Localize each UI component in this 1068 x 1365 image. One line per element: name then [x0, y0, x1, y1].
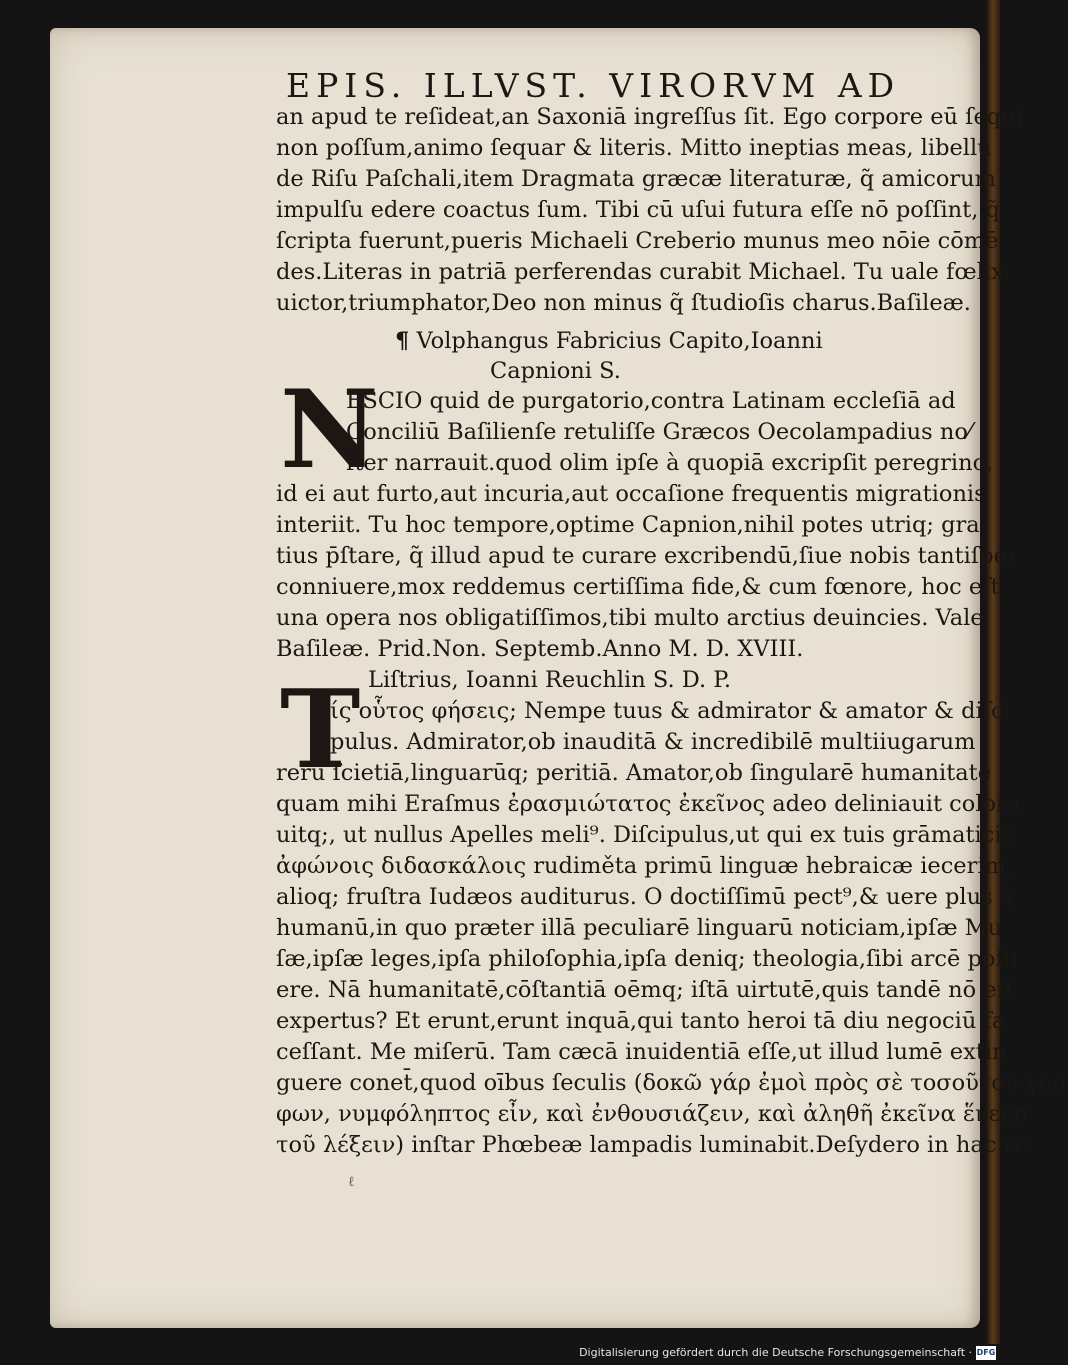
letter-heading	[395, 326, 823, 356]
text-line: alioq; fruſtra Iudæos auditurus. O doctiſſimū pect⁹,& uere plus q̃	[276, 884, 1015, 910]
text-line: uictor,triumphator,Deo non minus q̃ ſtudioſis charus.Baſileæ.	[276, 290, 971, 316]
text-line: tius p̄ſtare, q̃ illud apud te curare excribendū,ſiue nobis tantiſper	[276, 543, 1018, 569]
text-line: una opera nos obligatiſſimos,tibi multo arctius deuincies. Vale.	[276, 605, 991, 631]
text-line: ceſſant. Me miſerū. Tam cæcā inuidentiā eſſe,ut illud lumē extin	[276, 1039, 1007, 1065]
text-line: pulus. Admirator,ob inauditā & incredibilē multiiugarum	[330, 729, 976, 755]
text-line: rerū ſcietiā,linguarūq; peritiā. Amator,ob ſingularē humanitatē	[276, 760, 992, 786]
drop-cap-initial: T	[280, 667, 361, 793]
text-line: ίς οὗτος φήσεις; Nempe tuus & admirator & amator & diſci	[330, 698, 1011, 724]
text-line: ere. Nā humanitatē,cōſtantiā oēmq; iſtā uirtutē,quis tandē nō eſt	[276, 977, 1014, 1003]
text-line: non poſſum,animo ſequar & literis. Mitto ineptias meas, libellū	[276, 135, 992, 161]
text-line: ſæ,ipſæ leges,ipſa philoſophia,ipſa deniq; theologia,ſibi arcē poſu	[276, 946, 1019, 972]
footer-credit: Digitalisierung gefördert durch die Deutsche Forschungsgemeinschaft ·	[579, 1346, 972, 1359]
text-line: ſcripta fuerunt,pueris Michaeli Creberio munus meo nōie cōmē	[276, 228, 999, 254]
text-line: impulſu edere coactus ſum. Tibi cū uſui futura eſſe nō poſſint, q̃	[276, 197, 1000, 223]
text-line: uitq;, ut nullus Apelles meli⁹. Diſcipulus,ut qui ex tuis grāmaticis	[276, 822, 1014, 848]
drop-cap-initial: N	[280, 367, 379, 493]
pilcrow-mark: ¶	[395, 328, 410, 354]
text-line: Conciliū Baſilienſe retuliſſe Græcos Oecolampadius no⁄	[346, 419, 972, 445]
text-line: id ei aut furto,aut incuria,aut occaſione frequentis migrationis	[276, 481, 986, 507]
text-line: expertus? Et erunt,erunt inquā,qui tanto heroi tā diu negociū fa	[276, 1008, 1006, 1034]
book-page	[50, 28, 1068, 1328]
text-line: τοῦ λέξειν) inſtar Phœbeæ lampadis luminabit.Deſydero in hac re	[276, 1132, 1028, 1158]
text-line: guere conet̄,quod oībus ſeculis (δοκῶ γάρ ἐμοὶ πρὸς σὲ τοσοῦτον γρά	[276, 1070, 1068, 1096]
margin-mark: ℓ	[348, 1174, 355, 1190]
text-line: quam mihi Eraſmus ἐρασμιώτατος ἐκεῖνος adeo deliniauit colora	[276, 791, 1021, 817]
text-line: interiit. Tu hoc tempore,optime Capnion,nihil potes utriq; gra	[276, 512, 980, 538]
footer-bar	[0, 1344, 1000, 1365]
text-line: ἀφώνοις διδασκάλοις rudiměta primū linguæ hebraicæ iecerim,	[276, 853, 1014, 879]
text-line: conniuere,mox reddemus certiſſima fide,& cum fœnore, hoc eſt	[276, 574, 1000, 600]
dfg-logo: DFG	[976, 1346, 996, 1360]
text-line: φων, νυμφόληπτος εἶν, καὶ ἐνθουσιάζειν, καὶ ἀληθῆ ἐκεῖνα ἕνεκα	[276, 1101, 1030, 1127]
text-line: ESCIO quid de purgatorio,contra Latinam eccleſiā ad	[346, 388, 956, 414]
running-head: EPIS. ILLVST. VIRORVM AD	[286, 66, 901, 105]
letter-heading: Liſtrius, Ioanni Reuchlin S. D. P.	[368, 667, 732, 693]
letter-heading-line: Volphangus Fabricius Capito,Ioanni	[416, 328, 823, 354]
text-line: ſter narrauit.quod olim ipſe à quopiā excripſit peregrino,	[346, 450, 994, 476]
text-line: Baſileæ. Prid.Non. Septemb.Anno M. D. XVIII.	[276, 636, 804, 662]
letter-heading-line: Capnioni S.	[490, 358, 621, 384]
text-line: humanū,in quo præter illā peculiarē linguarū noticiam,ipſæ Mu	[276, 915, 1003, 941]
text-line: des.Literas in patriā perferendas curabit Michael. Tu uale fœlix,	[276, 259, 1011, 285]
text-line: de Riſu Paſchali,item Dragmata græcæ literaturæ, q̃ amicorum	[276, 166, 997, 192]
text-line: an apud te reſideat,an Saxoniā ingreſſus ſit. Ego corpore eū ſequi	[276, 104, 1023, 130]
